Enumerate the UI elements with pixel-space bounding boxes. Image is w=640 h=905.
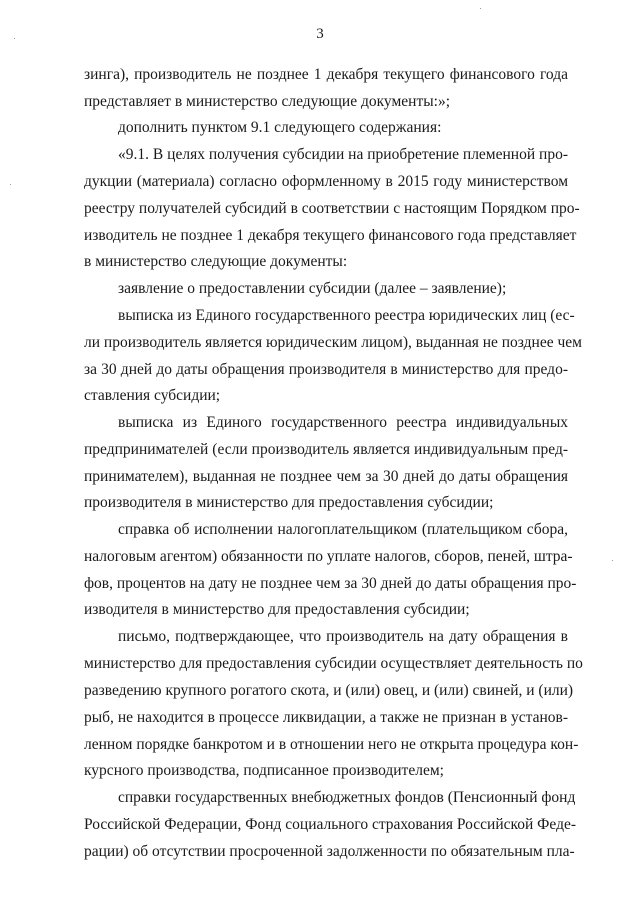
text-line: выписка из Единого государственного реестра индивидуальных xyxy=(118,414,568,431)
text-line: справка об исполнении налогоплательщиком (плательщиком сбора, xyxy=(118,521,568,538)
text-line: «9.1. В целях получения субсидии на приобретение племенной про- xyxy=(118,146,568,163)
text-line: фов, процентов на дату не позднее чем за 30 дней до даты обращения про- xyxy=(84,575,577,592)
text-line: курсного производства, подписанное производителем; xyxy=(84,762,444,779)
text-line: производителя в министерство для предоставления субсидии; xyxy=(84,494,494,511)
text-line: ли производитель является юридическим лицом), выданная не позднее чем xyxy=(84,334,582,351)
text-line: выписка из Единого государственного реестра юридических лиц (ес- xyxy=(118,307,575,324)
text-line: рации) об отсутствии просроченной задолженности по обязательным пла- xyxy=(84,843,575,860)
text-line: заявление о предоставлении субсидии (далее – заявление); xyxy=(118,280,507,297)
text-line: Российской Федерации, Фонд социального страхования Российской Феде- xyxy=(84,816,577,833)
text-line: министерство для предоставления субсидии осуществляет деятельность по xyxy=(84,655,583,672)
text-line: дукции (материала) согласно оформленному в 2015 году министерством xyxy=(84,173,568,190)
text-line: дополнить пунктом 9.1 следующего содержания: xyxy=(118,119,442,136)
scan-speck xyxy=(480,8,481,9)
text-line: изводителя в министерство для предоставления субсидии; xyxy=(84,601,470,618)
text-line: за 30 дней до даты обращения производителя в министерство для предо- xyxy=(84,361,568,378)
scan-speck xyxy=(14,38,15,39)
text-line: представляет в министерство следующие документы:»; xyxy=(84,93,451,110)
text-line: зинга), производитель не позднее 1 декабря текущего финансового года xyxy=(84,66,568,83)
text-line: ставления субсидии; xyxy=(84,387,221,404)
text-line: реестру получателей субсидий в соответствии с настоящим Порядком про- xyxy=(84,200,580,217)
text-line: письмо, подтверждающее, что производитель на дату обращения в xyxy=(118,628,568,645)
text-line: справки государственных внебюджетных фондов (Пенсионный фонд xyxy=(118,789,576,806)
text-line: налоговым агентом) обязанности по уплате налогов, сборов, пеней, штра- xyxy=(84,548,573,565)
page-number: 3 xyxy=(316,26,324,42)
text-line: предпринимателей (если производитель является индивидуальным пред- xyxy=(84,441,568,458)
text-line: ленном порядке банкротом и в отношении него не открыта процедура кон- xyxy=(84,736,579,753)
text-line: в министерство следующие документы: xyxy=(84,253,348,270)
text-line: рыб, не находится в процессе ликвидации, а также не признан в установ- xyxy=(84,709,568,726)
text-line: разведению крупного рогатого скота, и (или) овец, и (или) свиней, и (или) xyxy=(84,682,574,699)
scan-speck xyxy=(10,184,11,185)
text-line: изводитель не позднее 1 декабря текущего финансового года представляет xyxy=(84,227,577,244)
text-line: принимателем), выданная не позднее чем за 30 дней до даты обращения xyxy=(84,468,568,485)
scan-speck xyxy=(612,560,613,561)
